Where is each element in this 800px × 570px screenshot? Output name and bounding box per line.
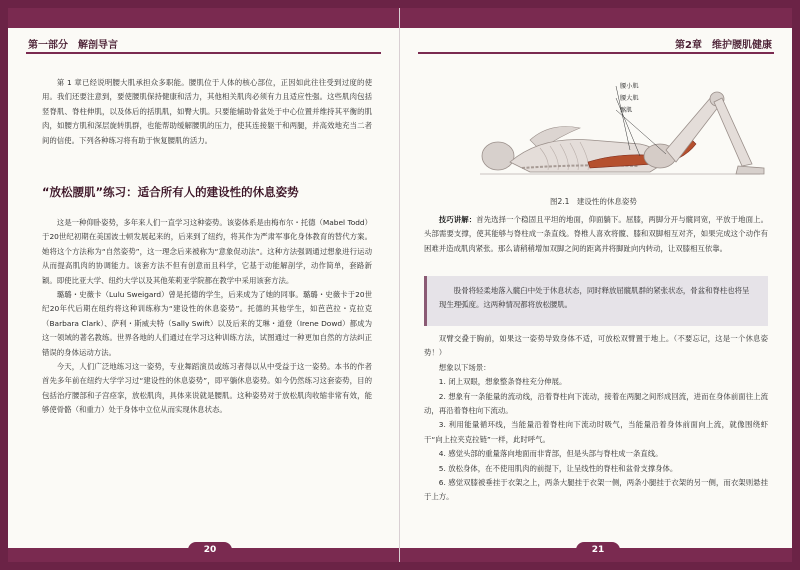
paragraph-1: 这是一种仰卧姿势，多年来人们一直学习这种姿势。该姿体系是由梅布尔・托德（Mabel Todd）于20世纪初期在美国波士顿发展起来的，后来到了纽约，将其作为严肃军事化身体教育的替代方案。她将这个方法称为“自然姿势”，这一理念后来被称为“意象促动法”。这种方法强调通过想象进行运动从而提高肌肉的协调能力。该套方法不但有创意而且科学，它基于动能解剖学，动作简单，套路新颖。即使比亚大学、纽约大学以及其他茱莉亚学院都在教学中采用该套方法。	[42, 218, 372, 285]
callout-box	[424, 276, 768, 326]
running-header: 第一部分 解剖导言	[28, 40, 118, 51]
technique-label: 技巧讲解：	[438, 215, 477, 224]
technique-paragraph	[424, 213, 768, 256]
intro-text: 第 1 章已经说明腰大肌承担众多职能。腰肌位于人体的核心部位，正因如此往往受到过度的使用。我们还要注意到，要使腰肌保持健康和活力，其他相关肌肉必须有力且适应性强。这些肌肉包括竖脊肌、脊柱伸肌，以及体后的括肌肌，如臀大肌。只要能辅助骨盆处于中心位置并维持其平衡的肌肉，如腰方肌和深层旋转肌群，也能帮助缓解腰肌的压力，使其连接躯干和两腿，并高效地充当二者间的信使。下列各种练习将有助于恢复腰肌的活力。	[42, 78, 372, 145]
book-spread	[8, 8, 792, 562]
technique-text: 首先选择一个稳固且平坦的地面，仰面躺下。屈膝，两脚分开与髋同宽，平放于地面上。头部需要支撑，使其能够与脊柱成一条直线。脊椎人喜欢将髋、膝和双脚相互对齐，如果完成这个动作有困难并造成肌肉紧张。那么请稍稍增加双脚之间的距离并将脚趾向内转动，让双膝相互依靠。	[424, 215, 768, 253]
label-iliacus: 髂肌	[620, 107, 633, 114]
header-rule	[418, 52, 774, 54]
cross-arms-text: 双臂交叠于胸前，如果这一姿势导致身体不适，可放松双臂置于地上。（不要忘记，这是一个休息姿势！）	[424, 334, 768, 358]
constructive-rest-illustration	[470, 70, 770, 190]
label-psoas-minor: 腰小肌	[620, 83, 639, 90]
section-body	[42, 216, 372, 418]
list-item: 6. 感觉双膝被垂挂于衣架之上，两条大腿挂于衣架一侧，两条小腿挂于衣架的另一侧，而衣架则悬挂于上方。	[424, 478, 768, 502]
imagery-section	[424, 332, 768, 505]
list-item: 1. 闭上双眼，想象整条脊柱充分伸展。	[438, 377, 567, 387]
imagine-intro: 想象以下场景：	[438, 362, 491, 372]
header-rule	[26, 52, 381, 54]
header-band	[400, 8, 792, 28]
paragraph-3: 今天，人们广泛地练习这一姿势，专业舞蹈演员或练习者得以从中受益于这一姿势。本书的作者首先多年前在纽约大学学习过“建设性的休息姿势”，即平躺休息姿势。如今仍然练习这套姿势，目的包括治疗腰部和子宫痉挛，放松肌肉，具体来说就是腰肌。这种姿势对于放松肌肉收缩非常有效，能够使骨骼（和重力）处于身体中立位从而实现休息状态。	[42, 362, 372, 415]
intro-paragraph	[42, 76, 372, 148]
list-item: 5. 放松身体，在不使用肌肉的前提下，让呈线性的脊柱和盆骨支撑身体。	[438, 463, 678, 473]
right-page	[400, 8, 792, 562]
list-item: 4. 感觉头部的重量落向地面而非背部，但是头部与脊柱成一条直线。	[438, 449, 663, 459]
list-item: 2. 想象有一条能量的流动线，沿着脊柱向下流动，接着在两腿之间形成回流，进而在身体前面往上流动，再沿着脊柱向下流动。	[424, 391, 768, 416]
page-number: 20	[188, 542, 232, 558]
header-band	[8, 8, 399, 28]
running-header: 第2章 维护腰肌健康	[675, 40, 772, 51]
figure-caption: 图2.1 建设性的休息姿势	[550, 197, 637, 206]
section-title: “放松腰肌”练习：适合所有人的建设性的休息姿势	[42, 185, 299, 199]
callout-text: 股骨将轻柔地落入髋臼中处于休息状态，同时释放屈髋肌群的紧张状态，骨盆和脊柱也将呈现生理弧度。这两种情况都将放松腰肌。	[439, 286, 750, 309]
list-item: 3. 利用能量循环线，当能量沿着脊柱向下流动时吸气，当能量沿着身体前面向上流，就像围绕虾干“向上拉夹克拉链”一样，此时呼气。	[424, 420, 768, 444]
left-page	[8, 8, 400, 562]
page-number: 21	[576, 542, 620, 558]
paragraph-2: 璐璐・史薇卡（Lulu Sweigard）曾是托德的学生，后来成为了她的同事。璐璐・史薇卡于20世纪20年代后期在纽约将这种训练称为“建设性的休息姿势”。托德的其他学生，如芭芭拉・克拉克（Barbara Clark）、萨利・斯威夫特（Sally Swift）以及后来的艾琳・道登（Irene Dowd）都成为这一领域的著名教练。世界各地的人们通过在学习这种训练方法，试图通过一种更加自然的方法纠正错误的身体运动方法。	[42, 290, 372, 357]
label-psoas-major: 腰大肌	[620, 95, 639, 102]
